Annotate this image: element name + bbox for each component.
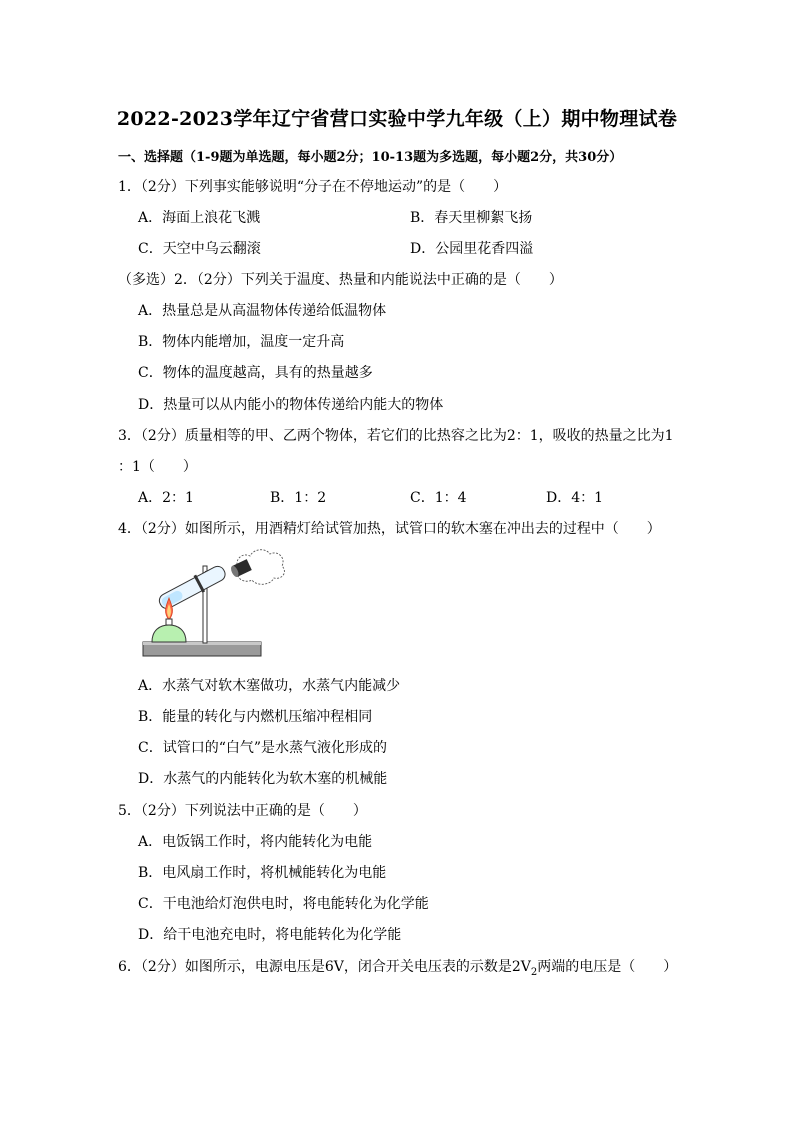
question-4-option-d: D．水蒸气的内能转化为软木塞的机械能 — [138, 771, 388, 787]
question-3-option-c: C．1：4 — [410, 490, 467, 506]
question-4-option-b: B．能量的转化与内燃机压缩冲程相同 — [138, 709, 373, 725]
section-heading: 一、选择题（1-9题为单选题，每小题2分；10-13题为多选题，每小题2分，共30分） — [118, 150, 623, 165]
question-5-option-a: A．电饭锅工作时，将内能转化为电能 — [138, 834, 373, 850]
question-6-stem — [118, 956, 677, 978]
question-6-stem-tail: 两端的电压是（ ） — [537, 959, 678, 975]
question-4-option-c: C．试管口的“白气”是水蒸气液化形成的 — [138, 740, 388, 756]
question-5-option-c: C．干电池给灯泡供电时，将电能转化为化学能 — [138, 896, 429, 912]
question-1-option-a: A．海面上浪花飞溅 — [138, 210, 261, 226]
question-2-stem: （多选）2．（2分）下列关于温度、热量和内能说法中正确的是（ ） — [118, 272, 563, 288]
question-5-stem: 5．（2分）下列说法中正确的是（ ） — [118, 803, 367, 819]
question-3-option-a: A．2：1 — [138, 490, 194, 506]
question-3-stem-continued: ：1（ ） — [118, 459, 197, 475]
question-2-option-d: D．热量可以从内能小的物体传递给内能大的物体 — [138, 397, 444, 413]
question-2-option-a: A．热量总是从高温物体传递给低温物体 — [138, 303, 387, 319]
question-5-option-b: B．电风扇工作时，将机械能转化为电能 — [138, 865, 387, 881]
question-4-stem: 4．（2分）如图所示，用酒精灯给试管加热，试管口的软木塞在冲出去的过程中（ ） — [118, 521, 661, 537]
question-1-option-b: B．春天里柳絮飞扬 — [410, 210, 533, 226]
question-1-option-d: D．公园里花香四溢 — [410, 241, 534, 257]
question-5-option-d: D．给干电池充电时，将电能转化为化学能 — [138, 927, 402, 943]
question-2-option-b: B．物体内能增加，温度一定升高 — [138, 334, 345, 350]
question-6-stem-text: 6．（2分）如图所示，电源电压是6V，闭合开关电压表的示数是2V — [118, 959, 531, 975]
page-title: 2022-2023学年辽宁省营口实验中学九年级（上）期中物理试卷 — [116, 108, 678, 130]
question-2-option-c: C．物体的温度越高，具有的热量越多 — [138, 365, 373, 381]
question-3-option-d: D．4：1 — [546, 490, 604, 506]
question-4-option-a: A．水蒸气对软木塞做功，水蒸气内能减少 — [138, 678, 401, 694]
question-1-option-c: C．天空中乌云翻滚 — [138, 241, 261, 257]
alcohol-lamp-icon — [152, 625, 186, 642]
question-3-stem: 3．（2分）质量相等的甲、乙两个物体，若它们的比热容之比为2：1，吸收的热量之比为1 — [118, 428, 674, 444]
question-1-stem: 1．（2分）下列事实能够说明“分子在不停地运动”的是（ ） — [118, 179, 508, 195]
question-6-subscript: 2 — [530, 966, 538, 978]
lamp-wick-holder — [166, 619, 172, 625]
question-3-option-b: B．1：2 — [270, 490, 327, 506]
alcohol-lamp-test-tube-figure — [138, 546, 288, 666]
